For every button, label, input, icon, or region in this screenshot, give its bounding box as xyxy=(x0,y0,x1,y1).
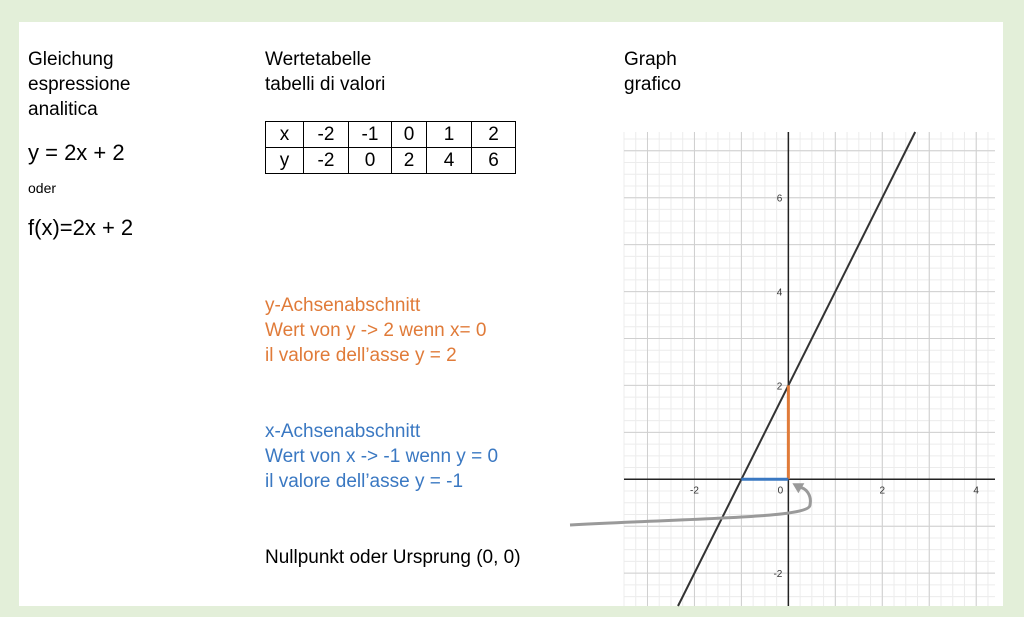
y-intercept-line-2: il valore dell’asse y = 2 xyxy=(265,345,457,366)
equation-heading-line-2: espressione xyxy=(28,74,131,95)
function-line xyxy=(678,132,915,606)
equation-heading-line-3: analitica xyxy=(28,99,98,120)
x-intercept-title: x-Achsenabschnitt xyxy=(265,421,421,442)
y-tick-label: -2 xyxy=(773,569,783,581)
value-table-heading-line-1: Wertetabelle xyxy=(265,49,372,70)
equation-y: y = 2x + 2 xyxy=(28,140,125,165)
table-cell: -2 xyxy=(304,148,349,174)
table-cell: 0 xyxy=(392,122,427,148)
table-cell: x xyxy=(266,122,304,148)
x-tick-label: 4 xyxy=(973,485,979,497)
x-intercept-line-2: il valore dell’asse y = -1 xyxy=(265,471,464,492)
table-cell: 6 xyxy=(472,148,516,174)
table-cell: 0 xyxy=(349,148,392,174)
y-tick-label: 4 xyxy=(776,287,783,299)
x-tick-label: 2 xyxy=(879,485,886,497)
x-tick-label: -2 xyxy=(689,485,699,497)
table-cell: y xyxy=(266,148,304,174)
x-tick-label: 0 xyxy=(777,485,784,497)
y-intercept-title: y-Achsenabschnitt xyxy=(265,295,421,316)
x-intercept-line-1: Wert von x -> -1 wenn y = 0 xyxy=(265,446,499,467)
origin-label: Nullpunkt oder Ursprung (0, 0) xyxy=(265,547,521,568)
table-cell: -2 xyxy=(304,122,349,148)
y-tick-label: 2 xyxy=(776,381,783,393)
table-cell: 4 xyxy=(427,148,472,174)
table-cell: -1 xyxy=(349,122,392,148)
table-cell: 1 xyxy=(427,122,472,148)
graph-heading-line-2: grafico xyxy=(624,74,682,95)
y-tick-label: 6 xyxy=(776,193,783,205)
value-table-heading-line-2: tabelli di valori xyxy=(265,74,386,95)
graph-heading-line-1: Graph xyxy=(624,49,677,70)
table-cell: 2 xyxy=(472,122,516,148)
equation-heading-line-1: Gleichung xyxy=(28,49,114,70)
y-intercept-line-1: Wert von y -> 2 wenn x= 0 xyxy=(265,320,487,341)
table-cell: 2 xyxy=(392,148,427,174)
or-label: oder xyxy=(28,180,57,196)
equation-fx: f(x)=2x + 2 xyxy=(28,215,134,240)
